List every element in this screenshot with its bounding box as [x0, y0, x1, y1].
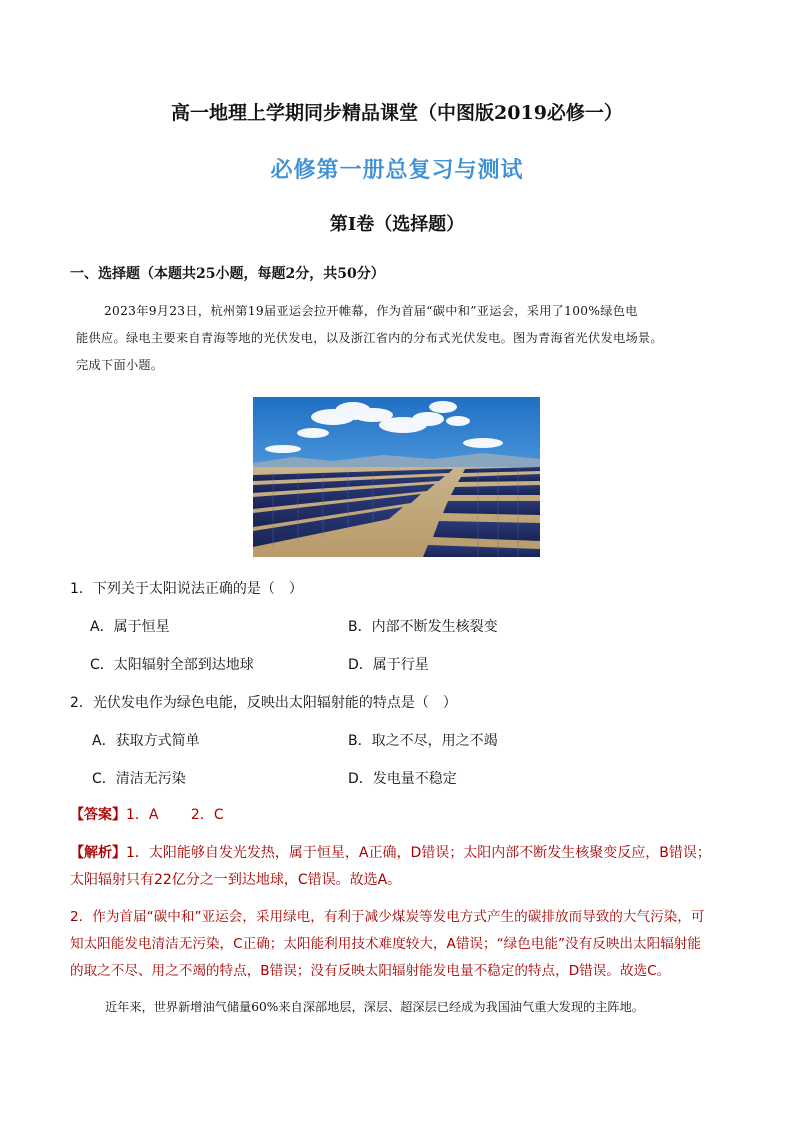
- intro-paragraph: [76, 298, 736, 379]
- volume-heading: 第Ⅰ卷（选择题）: [329, 214, 465, 235]
- section-heading: 一、选择题（本题共25小题，每题2分，共50分）: [70, 266, 385, 282]
- question-2-option-d: D．发电量不稳定: [348, 771, 457, 787]
- document-subtitle: 必修第一册总复习与测试: [270, 158, 524, 183]
- analysis-paragraph-1: [70, 840, 730, 894]
- question-1-option-b: B．内部不断发生核裂变: [348, 619, 498, 635]
- question-1-option-a: A．属于恒星: [90, 619, 170, 635]
- intro-line: 2023年9月23日，杭州第19届亚运会拉开帷幕，作为首届“碳中和”亚运会，采用了100%绿色电: [104, 304, 638, 318]
- analysis-tag: 【解析】: [70, 845, 126, 861]
- question-2-option-c: C．清洁无污染: [92, 771, 186, 787]
- answer-line: [70, 804, 224, 824]
- outro-paragraph: 近年来，世界新增油气储量60%来自深部地层，深层、超深层已经成为我国油气重大发现的主阵地。: [105, 1000, 644, 1014]
- analysis-line: 知太阳能发电清洁无污染，C正确；太阳能利用技术难度较大，A错误；“绿色电能”没有反映出太阳辐射能: [70, 936, 701, 952]
- question-2-stem: 2．光伏发电作为绿色电能，反映出太阳辐射能的特点是（ ）: [70, 695, 457, 711]
- document-title: 高一地理上学期同步精品课堂（中图版2019必修一）: [171, 102, 623, 124]
- question-1-option-d: D．属于行星: [348, 657, 429, 673]
- answer-text: 1．A 2．C: [126, 807, 224, 823]
- question-1-option-c: C．太阳辐射全部到达地球: [90, 657, 254, 673]
- intro-line: 完成下面小题。: [76, 358, 164, 372]
- solar-farm-photo: [253, 397, 540, 557]
- answer-tag: 【答案】: [70, 807, 126, 823]
- question-2-option-b: B．取之不尽，用之不竭: [348, 733, 498, 749]
- analysis-line: 2．作为首届“碳中和”亚运会，采用绿电，有利于减少煤炭等发电方式产生的碳排放而导致的大气污染，可: [70, 909, 705, 925]
- analysis-line: 太阳辐射只有22亿分之一到达地球，C错误。故选A。: [70, 872, 402, 888]
- analysis-paragraph-2: [70, 904, 730, 985]
- question-2-option-a: A．获取方式简单: [92, 733, 200, 749]
- analysis-line: 的取之不尽、用之不竭的特点，B错误；没有反映太阳辐射能发电量不稳定的特点，D错误。故选C。: [70, 963, 671, 979]
- intro-line: 能供应。绿电主要来自青海等地的光伏发电，以及浙江省内的分布式光伏发电。图为青海省光伏发电场景。: [76, 331, 663, 345]
- analysis-line: 1．太阳能够自发光发热，属于恒星，A正确，D错误；太阳内部不断发生核聚变反应，B错误；: [126, 845, 711, 861]
- question-1-stem: 1．下列关于太阳说法正确的是（ ）: [70, 581, 303, 597]
